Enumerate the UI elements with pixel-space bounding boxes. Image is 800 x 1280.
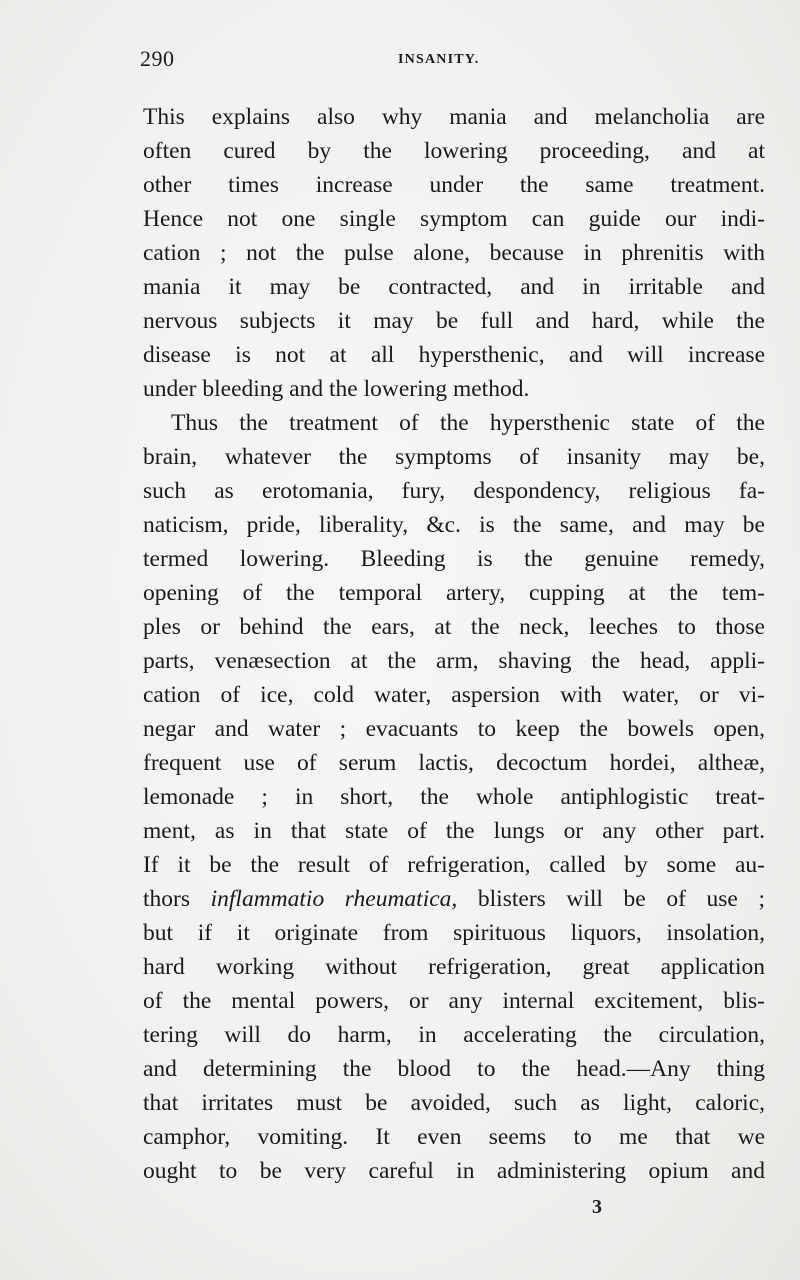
text-line: ples or behind the ears, at the neck, leeches to those — [143, 614, 765, 640]
text-line: ment, as in that state of the lungs or any other part. — [143, 818, 765, 844]
text-line: If it be the result of refrigeration, called by some au- — [143, 852, 765, 878]
running-head — [140, 46, 766, 78]
text-line: cation of ice, cold water, aspersion with water, or vi- — [143, 682, 765, 708]
body-text — [143, 100, 765, 1188]
text-line: termed lowering. Bleeding is the genuine remedy, — [143, 546, 765, 572]
page-number: 290 — [140, 46, 175, 71]
text-line: tering will do harm, in accelerating the circulation, — [143, 1022, 765, 1048]
text-line: of the mental powers, or any internal excitement, blis- — [143, 988, 765, 1014]
text-line: negar and water ; evacuants to keep the bowels open, — [143, 716, 765, 742]
paragraph-first-line: Thus the treatment of the hypersthenic state of the — [171, 410, 765, 436]
text-line: under bleeding and the lowering method. — [143, 376, 530, 402]
text-line: opening of the temporal artery, cupping at the tem- — [143, 580, 765, 606]
line-text-before: thors — [143, 886, 211, 912]
text-line: naticism, pride, liberality, &c. is the same, and may be — [143, 512, 765, 538]
text-line: and determining the blood to the head.—Any thing — [143, 1056, 765, 1082]
text-line: camphor, vomiting. It even seems to me that we — [143, 1124, 765, 1150]
text-line: brain, whatever the symptoms of insanity may be, — [143, 444, 765, 470]
text-line: mania it may be contracted, and in irritable and — [143, 274, 765, 300]
text-line-with-italic — [143, 882, 765, 916]
text-line: often cured by the lowering proceeding, and at — [143, 138, 765, 164]
text-line: other times increase under the same treatment. — [143, 172, 765, 198]
text-line: This explains also why mania and melancholia are — [143, 104, 765, 130]
text-line: ought to be very careful in administering opium and — [143, 1158, 765, 1184]
signature-mark: 3 — [592, 1196, 602, 1218]
text-line: but if it originate from spirituous liquors, insolation, — [143, 920, 765, 946]
text-line: lemonade ; in short, the whole antiphlogistic treat- — [143, 784, 765, 810]
running-title: INSANITY. — [398, 52, 480, 67]
italic-phrase: inflammatio rheumatica, — [210, 886, 458, 912]
text-line: that irritates must be avoided, such as light, caloric, — [143, 1090, 765, 1116]
text-line: disease is not at all hypersthenic, and will increase — [143, 342, 765, 368]
text-line: Hence not one single symptom can guide our indi- — [143, 206, 765, 232]
text-line: nervous subjects it may be full and hard, while the — [143, 308, 765, 334]
text-line: hard working without refrigeration, great application — [143, 954, 765, 980]
text-line: frequent use of serum lactis, decoctum hordei, altheæ, — [143, 750, 765, 776]
text-line: such as erotomania, fury, despondency, religious fa- — [143, 478, 765, 504]
text-line: parts, venæsection at the arm, shaving the head, appli- — [143, 648, 765, 674]
text-line: cation ; not the pulse alone, because in phrenitis with — [143, 240, 765, 266]
line-text-after: blisters will be of use ; — [457, 886, 765, 912]
